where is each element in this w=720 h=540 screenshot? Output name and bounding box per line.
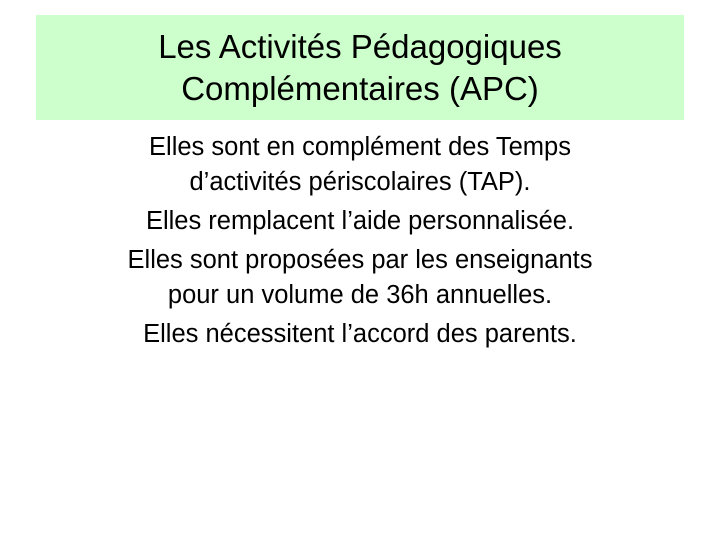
body-line-6: Elles nécessitent l’accord des parents. [143, 320, 577, 348]
body-line-2: d’activités périscolaires (TAP). [189, 168, 531, 196]
body-line-1: Elles sont en complément des Temps [149, 133, 571, 161]
body-text [0, 130, 720, 352]
title-line-1: Les Activités Pédagogiques [158, 27, 562, 65]
body-line-3: Elles remplacent l’aide personnalisée. [145, 207, 575, 235]
body-line-5: pour un volume de 36h annuelles. [167, 281, 553, 309]
body-line-4: Elles sont proposées par les enseignants [127, 246, 593, 274]
title-banner [36, 15, 684, 120]
title-line-2: Complémentaires (APC) [181, 69, 539, 107]
